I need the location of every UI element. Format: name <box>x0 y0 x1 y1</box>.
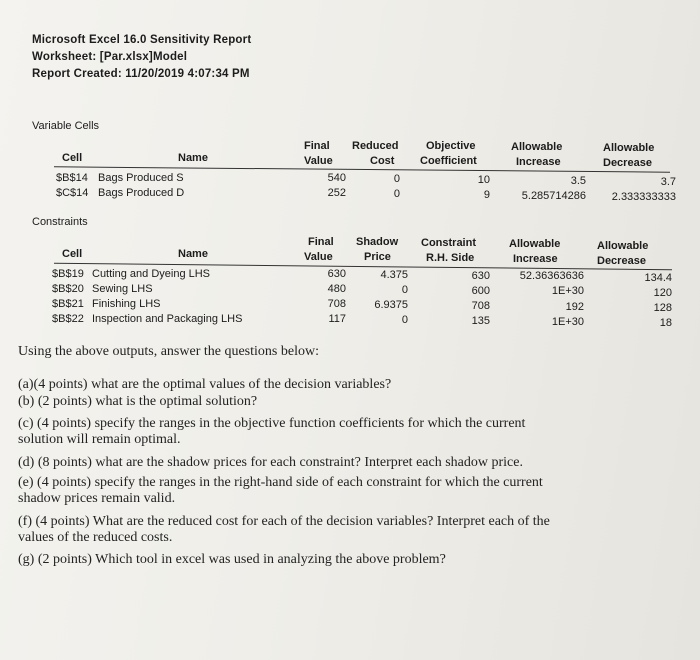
ct-row1-inc: 52.36363636 <box>519 270 584 282</box>
question-d: (d) (8 points) what are the shadow prices for each constraint? Interpret each shadow price. <box>18 455 523 470</box>
vc-row1-final: 540 <box>327 172 346 184</box>
ct-row2-final: 480 <box>327 283 346 295</box>
ct-row4-shadow: 0 <box>401 314 408 326</box>
ct-row3-name: Finishing LHS <box>92 298 161 310</box>
ct-row4-dec: 18 <box>659 317 672 329</box>
vc-header-reduced-1: Reduced <box>352 140 399 152</box>
question-b: (b) (2 points) what is the optimal solution? <box>18 394 258 409</box>
constraints-label: Constraints <box>32 216 88 228</box>
ct-row3-dec: 128 <box>653 302 672 314</box>
ct-row1-name: Cutting and Dyeing LHS <box>92 268 211 280</box>
ct-row2-rhs: 600 <box>471 285 490 297</box>
ct-row4-final: 117 <box>328 313 346 325</box>
ct-row3-inc: 192 <box>565 301 584 313</box>
ct-row3-cell: $B$21 <box>52 298 84 310</box>
ct-header-final-1: Final <box>308 236 334 248</box>
question-e-cont: shadow prices remain valid. <box>18 491 176 506</box>
vc-row1-cell: $B$14 <box>56 172 88 184</box>
vc-row2-inc: 5.285714286 <box>521 190 586 202</box>
question-c: (c) (4 points) specify the ranges in the objective function coefficients for which the current <box>18 416 526 431</box>
vc-row1-objective: 10 <box>477 174 490 186</box>
vc-row2-objective: 9 <box>483 189 490 201</box>
question-e: (e) (4 points) specify the ranges in the right-hand side of each constraint for which the current <box>18 475 543 490</box>
vc-row1-inc: 3.5 <box>570 175 586 187</box>
ct-header-rhs-2: R.H. Side <box>426 252 475 264</box>
vc-row2-final: 252 <box>327 187 346 199</box>
ct-row2-name: Sewing LHS <box>92 283 153 295</box>
ct-row4-name: Inspection and Packaging LHS <box>92 313 243 325</box>
ct-row2-cell: $B$20 <box>52 283 84 295</box>
vc-row2-name: Bags Produced D <box>98 187 185 199</box>
ct-header-name: Name <box>178 248 208 260</box>
report-created: Report Created: 11/20/2019 4:07:34 PM <box>32 68 250 80</box>
vc-header-dec-1: Allowable <box>603 142 655 154</box>
question-a: (a)(4 points) what are the optimal values of the decision variables? <box>18 377 392 392</box>
ct-header-rhs-1: Constraint <box>421 237 476 249</box>
ct-header-shadow-2: Price <box>364 251 391 263</box>
vc-header-dec-2: Decrease <box>603 157 652 169</box>
question-f: (f) (4 points) What are the reduced cost for each of the decision variables? Interpret each of the <box>18 514 550 529</box>
ct-row4-inc: 1E+30 <box>551 316 584 328</box>
vc-header-inc-2: Increase <box>516 156 561 168</box>
vc-row1-name: Bags Produced S <box>98 172 184 184</box>
ct-row2-shadow: 0 <box>401 284 408 296</box>
variable-cells-label: Variable Cells <box>32 120 100 132</box>
ct-row3-rhs: 708 <box>471 300 490 312</box>
ct-header-inc-1: Allowable <box>509 238 561 250</box>
vc-row1-dec: 3.7 <box>660 176 676 188</box>
ct-row3-shadow: 6.9375 <box>374 299 408 311</box>
ct-row1-shadow: 4.375 <box>380 269 408 281</box>
ct-row1-dec: 134.4 <box>644 272 672 284</box>
ct-row1-cell: $B$19 <box>52 268 84 280</box>
report-title: Microsoft Excel 16.0 Sensitivity Report <box>32 34 252 46</box>
vc-row2-reduced: 0 <box>393 188 400 200</box>
questions-intro: Using the above outputs, answer the questions below: <box>18 344 319 359</box>
ct-row3-final: 708 <box>327 298 346 310</box>
ct-header-final-2: Value <box>304 251 333 263</box>
ct-row2-inc: 1E+30 <box>551 285 584 297</box>
vc-header-reduced-2: Cost <box>370 155 395 167</box>
question-c-cont: solution will remain optimal. <box>18 432 181 447</box>
ct-header-shadow-1: Shadow <box>356 236 399 248</box>
ct-header-dec-2: Decrease <box>597 255 646 267</box>
vc-header-cell: Cell <box>62 152 83 164</box>
vc-header-inc-1: Allowable <box>511 141 563 153</box>
vc-row1-reduced: 0 <box>393 173 400 185</box>
ct-row2-dec: 120 <box>653 287 672 299</box>
vc-header-objective-1: Objective <box>426 140 476 152</box>
ct-header-inc-2: Increase <box>513 253 558 265</box>
question-g: (g) (2 points) Which tool in excel was used in analyzing the above problem? <box>18 552 446 567</box>
vc-header-final-1: Final <box>304 140 330 152</box>
ct-row4-cell: $B$22 <box>52 313 84 325</box>
vc-header-name: Name <box>178 152 208 164</box>
ct-header-dec-1: Allowable <box>597 240 649 252</box>
vc-row2-dec: 2.333333333 <box>611 191 676 203</box>
vc-header-objective-2: Coefficient <box>420 155 477 167</box>
worksheet-label: Worksheet: [Par.xlsx]Model <box>32 51 188 63</box>
ct-row1-rhs: 630 <box>471 270 490 282</box>
vc-row2-cell: $C$14 <box>56 187 89 199</box>
ct-row4-rhs: 135 <box>471 315 490 327</box>
question-f-cont: values of the reduced costs. <box>18 530 173 545</box>
ct-header-cell: Cell <box>62 248 83 260</box>
vc-header-final-2: Value <box>304 155 333 167</box>
ct-row1-final: 630 <box>327 268 346 280</box>
